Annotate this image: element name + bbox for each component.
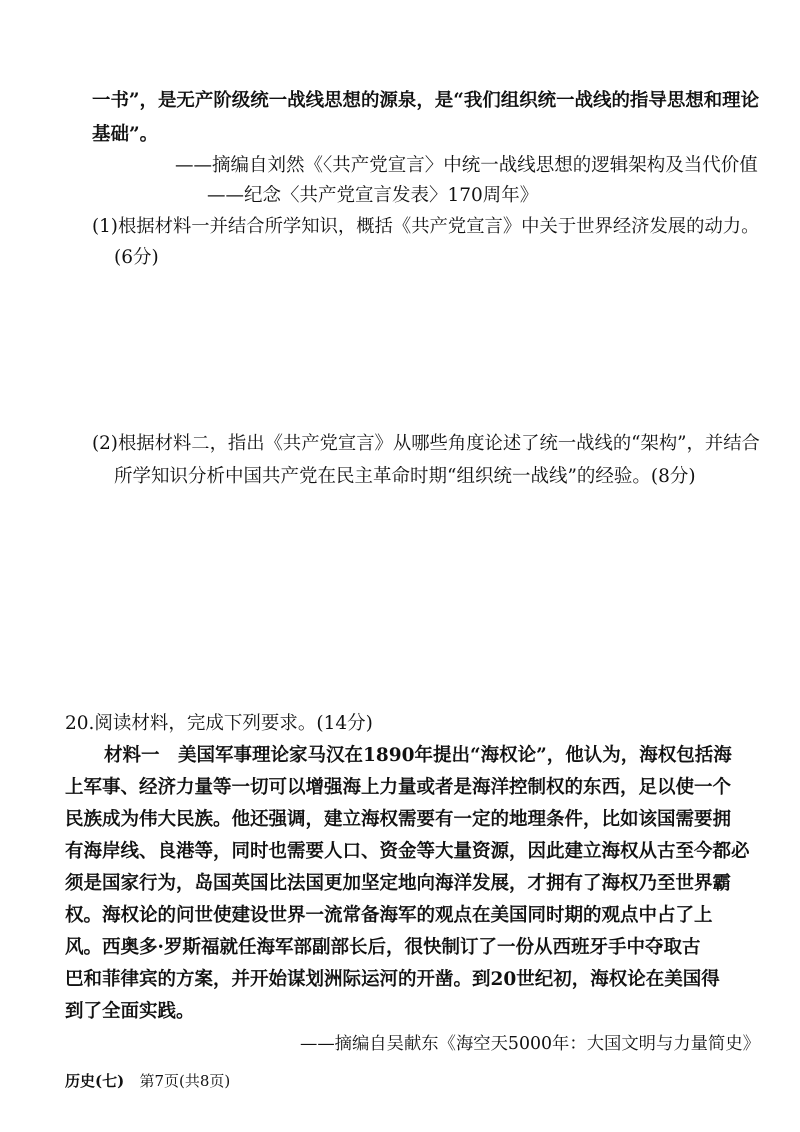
material-line: 到了全面实践。 [65,1001,195,1022]
material-line: 材料一 美国军事理论家马汉在1890年提出“海权论”，他认为，海权包括海 [104,745,732,766]
material-line: 有海岸线、良港等，同时也需要人口、资金等大量资源，因此建立海权从古至今都必 [65,841,750,862]
question-1-score: (6分) [114,247,159,268]
source-citation-3: ——摘编自吴献东《海空天5000年：大国文明与力量简史》 [300,1034,760,1054]
footer-subject: 历史(七) [65,1072,125,1090]
material-line: 民族成为伟大民族。他还强调，建立海权需要有一定的地理条件，比如该国需要拥 [65,809,732,830]
material-line: 权。海权论的问世使建设世界一流常备海军的观点在美国同时期的观点中占了上 [65,905,713,926]
question-1-text: (1)根据材料一并结合所学知识，概括《共产党宣言》中关于世界经济发展的动力。 [92,216,760,237]
material-line: 上军事、经济力量等一切可以增强海上力量或者是海洋控制权的东西，足以使一个 [65,777,732,798]
continuation-line-2: 基础”。 [92,124,159,145]
material-line: 巴和菲律宾的方案，并开始谋划洲际运河的开凿。到20世纪初，海权论在美国得 [65,969,720,990]
source-citation-2: ——纪念〈共产党宣言发表〉170周年》 [207,185,539,206]
material-line: 风。西奥多·罗斯福就任海军部副部长后，很快制订了一份从西班牙手中夺取古 [65,937,701,958]
question-2-text: (2)根据材料二，指出《共产党宣言》从哪些角度论述了统一战线的“架构”，并结合 [92,433,760,454]
page-footer [65,1068,230,1094]
continuation-line-1: 一书”，是无产阶级统一战线思想的源泉，是“我们组织统一战线的指导思想和理论 [92,90,760,111]
source-citation-1: ——摘编自刘然《〈共产党宣言〉中统一战线思想的逻辑架构及当代价值 [175,155,758,176]
material-line: 须是国家行为，岛国英国比法国更加坚定地向海洋发展，才拥有了海权乃至世界霸 [65,873,732,894]
question-20-heading: 20.阅读材料，完成下列要求。(14分) [65,713,373,734]
question-2-text-cont: 所学知识分析中国共产党在民主革命时期“组织统一战线”的经验。(8分) [114,466,696,487]
footer-page-number: 第7页(共8页) [139,1072,231,1090]
